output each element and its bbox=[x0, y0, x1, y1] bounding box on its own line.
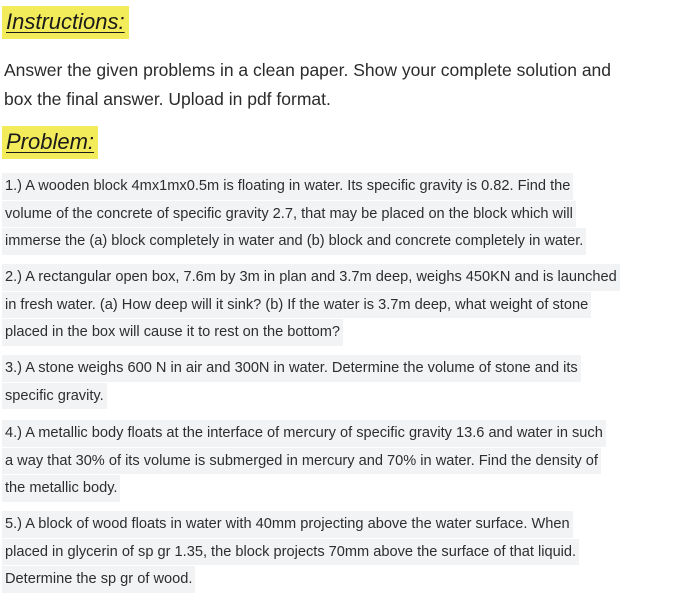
problem-line: immerse the (a) block completely in water and (b) block and concrete completely in water. bbox=[2, 227, 586, 255]
instructions-heading: Instructions: bbox=[2, 6, 129, 39]
problem-4 bbox=[2, 420, 690, 502]
problem-line: 3.) A stone weighs 600 N in air and 300N in water. Determine the volume of stone and its bbox=[2, 355, 581, 382]
problem-line: 2.) A rectangular open box, 7.6m by 3m in plan and 3.7m deep, weighs 450KN and is launched bbox=[2, 264, 620, 291]
instructions-text bbox=[4, 56, 674, 114]
problem-line: volume of the concrete of specific gravity 2.7, that may be placed on the block which will bbox=[2, 200, 576, 228]
problem-2 bbox=[2, 264, 690, 346]
problem-5 bbox=[2, 511, 690, 593]
instructions-line: Answer the given problems in a clean paper. Show your complete solution and bbox=[4, 60, 612, 80]
instructions-line: box the final answer. Upload in pdf format. bbox=[4, 89, 331, 109]
problem-heading: Problem: bbox=[2, 126, 98, 159]
problem-line: specific gravity. bbox=[2, 382, 107, 410]
problem-line: the metallic body. bbox=[2, 474, 120, 502]
problem-3 bbox=[2, 355, 690, 409]
problem-line: 4.) A metallic body floats at the interface of mercury of specific gravity 13.6 and water in such bbox=[2, 420, 606, 447]
problem-line: a way that 30% of its volume is submerged in mercury and 70% in water. Find the density of bbox=[2, 447, 601, 475]
problem-line: placed in the box will cause it to rest on the bottom? bbox=[2, 318, 343, 346]
problem-line: in fresh water. (a) How deep will it sink? (b) If the water is 3.7m deep, what weight of stone bbox=[2, 291, 591, 319]
problem-line: placed in glycerin of sp gr 1.35, the block projects 70mm above the surface of that liquid. bbox=[2, 538, 579, 566]
problem-line: 1.) A wooden block 4mx1mx0.5m is floating in water. Its specific gravity is 0.82. Find the bbox=[2, 173, 573, 200]
problem-1 bbox=[2, 173, 690, 255]
problem-line: 5.) A block of wood floats in water with 40mm projecting above the water surface. When bbox=[2, 511, 573, 538]
problem-line: Determine the sp gr of wood. bbox=[2, 565, 195, 593]
